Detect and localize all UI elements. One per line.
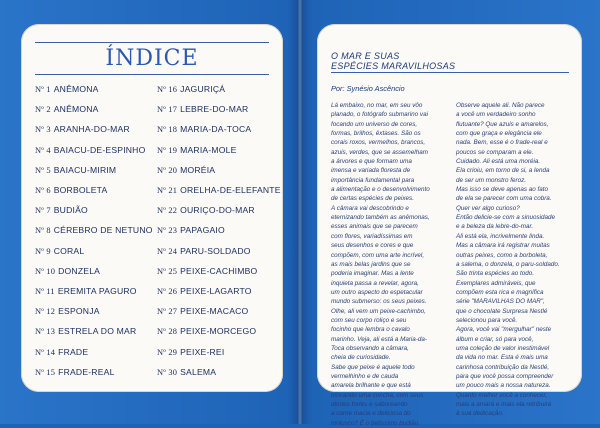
article-line: Ali está ela, incrivelmente linda.: [456, 232, 545, 240]
article-line: focinho que lembra o cavalo: [331, 326, 410, 334]
article-line: Olhe, ali vem um peixe-cachimbo,: [331, 307, 426, 315]
index-entry-number: Nº 7: [35, 206, 51, 216]
index-entry-number: Nº 12: [35, 307, 56, 317]
index-entry: [35, 246, 84, 256]
index-entry: [157, 104, 248, 114]
index-entry: [35, 124, 130, 134]
index-entry: [157, 185, 281, 195]
article-line: a salema, o donzela, o paru-soldado.: [456, 260, 560, 268]
article-line: planado, o fotógrafo submarino vai: [331, 111, 428, 119]
index-entry-number: Nº 22: [157, 206, 178, 216]
article-line: Mas isso se deve apenas ao fato: [456, 186, 549, 194]
article-line: Agora, você vai "mergulhar" neste: [456, 326, 552, 334]
index-entry: [35, 185, 107, 195]
article-line: Exemplares admiráveis, que: [456, 279, 536, 287]
index-entry-name: BUDIÃO: [53, 205, 88, 216]
article-line: Observe aquele ali. Não parece: [456, 102, 545, 109]
index-entry: [157, 367, 216, 377]
article-line: dentes fortes e saboreando: [331, 401, 408, 408]
index-entry-number: Nº 14: [35, 347, 56, 357]
article-line: a alimentação e o desenvolvimento: [331, 186, 430, 194]
index-entry-name: ANÊMONA: [53, 104, 99, 115]
index-entry-number: Nº 10: [35, 266, 56, 276]
index-entry-number: Nº 15: [35, 367, 56, 377]
article-line: compõem esta rica e magnífica: [456, 288, 544, 296]
index-entry-name: CÉREBRO DE NETUNO: [53, 225, 153, 236]
index-entry: [157, 225, 225, 235]
index-entry-number: Nº 17: [157, 105, 178, 115]
article-line: seus desenhos e cores e que: [331, 242, 414, 250]
article-line: a árvores e que formam uma: [331, 158, 412, 166]
index-entry-name: MORÉIA: [180, 164, 216, 175]
article-line: selecionou para você.: [456, 316, 518, 324]
index-page: [21, 24, 283, 392]
article-author: Por: Synésio Ascêncio: [331, 84, 405, 93]
index-entry-number: Nº 2: [35, 105, 51, 115]
article-page: [317, 24, 582, 427]
article-column-1: [331, 101, 448, 428]
index-entry: [35, 266, 100, 276]
index-entry-number: Nº 28: [157, 327, 178, 337]
article-line: imensa e variada floresta de: [331, 167, 411, 175]
article-line: a você um verdadeiro sonho: [456, 111, 536, 119]
index-entry-name: ORELHA-DE-ELEFANTE: [180, 185, 281, 195]
article-line: nada. Bem, esse é o frade-real e: [456, 139, 548, 147]
article-line: Então delicie-se com a sinuosidade: [456, 214, 556, 222]
index-entry-number: Nº 9: [35, 246, 51, 256]
index-entry: [35, 225, 153, 235]
index-entry-name: ANÊMONA: [53, 84, 99, 94]
article-line: Cuidado. Ali está uma moréia.: [456, 158, 541, 166]
index-entry: [157, 84, 225, 94]
index-entry-number: Nº 16: [157, 85, 178, 94]
index-entry: [157, 145, 237, 155]
index-entry-name: OURIÇO-DO-MAR: [180, 205, 255, 216]
article-line: poucos se comparam a ele.: [456, 148, 534, 156]
index-entry-name: EREMITA PAGURO: [57, 286, 137, 296]
index-entry-number: Nº 30: [157, 367, 178, 377]
article-line: focando um universo de cores,: [331, 120, 418, 128]
article-line: a carne macia e deliciosa do: [331, 410, 411, 418]
index-entry-name: BAIACU-MIRIM: [53, 164, 117, 175]
article-line: Quer ver algo curioso?: [456, 204, 520, 212]
index-title-top-rule: [35, 42, 269, 43]
article-line: eternizando também as anêmonas,: [331, 214, 430, 222]
article-line: da vida no mar. Esta é mais uma: [456, 354, 548, 362]
index-title: ÍNDICE: [105, 46, 199, 71]
index-entry-name: PAPAGAIO: [180, 225, 225, 236]
article-line: São trinta espécies ao todo.: [456, 270, 535, 278]
index-entry-name: ARANHA-DO-MAR: [53, 124, 130, 135]
article-line: cheia de curiosidade.: [331, 354, 391, 362]
index-entry-number: Nº 27: [157, 307, 178, 317]
article-title-line-2: ESPÉCIES MARAVILHOSAS: [331, 60, 456, 71]
index-entry-name: SALEMA: [180, 366, 217, 377]
article-line: e a beleza da lebre-do-mar.: [456, 223, 534, 231]
article-line: com seu corpo roliço e seu: [331, 316, 407, 324]
index-entry-name: FRADE-REAL: [58, 366, 115, 377]
index-entry-name: PEIXE-MORCEGO: [180, 326, 257, 337]
article-line: mais a amará e mais ela retribuirá: [456, 401, 552, 408]
article-column-2: [456, 101, 573, 419]
index-entry-name: ESTRELA DO MAR: [58, 326, 137, 337]
index-entry: [157, 205, 255, 215]
index-entry: [35, 347, 88, 357]
article-line: esses animais que se parecem: [331, 223, 418, 231]
article-line: um pouco mais a nossa natureza.: [456, 382, 551, 390]
index-entry-name: PEIXE-MACACO: [180, 306, 249, 317]
index-entry: [157, 165, 215, 175]
index-entry-name: BAIACU-DE-ESPINHO: [53, 144, 146, 155]
article-line: com flores, variadíssimas em: [331, 232, 413, 240]
index-entry: [35, 84, 99, 94]
index-entry-name: PEIXE-REI: [180, 346, 225, 357]
article-line: compõem, com uma arte incrível,: [331, 251, 425, 259]
index-entry-name: CORAL: [53, 245, 85, 256]
index-entry: [157, 326, 256, 336]
article-line: poderia imaginar. Mas a lente: [331, 270, 414, 278]
article-line: trincando uma concha, com seus: [331, 391, 424, 399]
index-entry-number: Nº 5: [35, 165, 51, 175]
index-entry: [35, 104, 99, 114]
article-line: amarela brilhante e que está: [331, 382, 411, 390]
article-line: série "MARAVILHAS DO MAR",: [456, 298, 545, 306]
article-line: formas, brilhos, êxtases. São os: [331, 130, 421, 138]
index-entry-number: Nº 26: [157, 287, 178, 296]
index-entry: [35, 145, 145, 155]
index-entry-number: Nº 11: [35, 287, 55, 296]
index-entry: [157, 286, 252, 296]
article-line: Toca observando a câmara,: [331, 344, 409, 352]
article-line: importância fundamental para: [331, 176, 415, 184]
index-entry: [35, 165, 116, 175]
index-entry-name: FRADE: [58, 346, 89, 357]
index-entry-name: LEBRE-DO-MAR: [180, 104, 249, 115]
index-entry-number: Nº 4: [35, 145, 51, 155]
index-entry: [35, 205, 88, 215]
index-entry-name: MARIA-DA-TOCA: [180, 124, 252, 135]
article-line: uma coleção de valor inestimável: [456, 344, 550, 352]
article-line: um outro aspecto do espetacular: [331, 288, 423, 296]
article-line: de certas espécies de peixes.: [331, 195, 414, 203]
index-entry-name: MARIA-MOLE: [180, 144, 237, 155]
index-entry-name: BORBOLETA: [53, 185, 108, 195]
article-line: para que você possa compreender: [456, 372, 554, 380]
index-entry-number: Nº 23: [157, 226, 178, 236]
article-line: que o chocolate Surpresa Nestlé: [456, 307, 548, 315]
article-line: com que graça e elegância ele: [456, 130, 542, 138]
index-entry: [157, 347, 224, 357]
article-line: molusco? É o belíssimo budião.: [331, 419, 420, 427]
index-entry-number: Nº 6: [35, 186, 51, 195]
article-title: [331, 52, 571, 71]
index-entry: [157, 266, 257, 276]
index-entry: [157, 124, 251, 134]
index-entry-number: Nº 29: [157, 347, 178, 357]
index-entry: [35, 326, 136, 336]
article-line: azuis, verdes, que se assemelham: [331, 148, 428, 156]
article-line: inquieta passa a revelar, agora,: [331, 279, 419, 287]
index-entry-name: PARU-SOLDADO: [180, 245, 251, 256]
index-entry: [35, 306, 100, 316]
index-entry-number: Nº 20: [157, 165, 178, 175]
index-entry-number: Nº 19: [157, 145, 178, 155]
index-entry-number: Nº 1: [35, 85, 51, 94]
index-entry-number: Nº 18: [157, 125, 178, 135]
index-entry: [35, 367, 115, 377]
index-entry-name: JAGURIÇÁ: [180, 84, 226, 94]
index-entry-number: Nº 3: [35, 125, 51, 135]
article-line: corais roxos, vermelhos, brancos,: [331, 139, 426, 147]
index-entry: [35, 286, 137, 296]
article-line: carinhosa contribuição da Nestlé,: [456, 363, 550, 371]
article-line: à sua dedicação.: [456, 410, 504, 418]
article-line: Sabe que peixe é aquele todo: [331, 363, 415, 371]
index-title-bottom-rule: [35, 74, 269, 75]
index-entry-number: Nº 21: [157, 186, 178, 195]
index-entry: [157, 306, 248, 316]
article-line: vermelhinho e de cauda: [331, 372, 399, 380]
article-line: álbum e criar, só para você,: [456, 335, 534, 343]
article-line: A câmara vai descobrindo e: [331, 204, 409, 212]
index-entry-number: Nº 13: [35, 327, 56, 337]
article-line: Quanto melhor você a conhecer,: [456, 391, 548, 399]
index-entry-name: PEIXE-LAGARTO: [180, 286, 252, 296]
index-entry: [157, 246, 251, 256]
article-line: de ela se parecer com uma cobra.: [456, 195, 552, 203]
index-entry-name: PEIXE-CACHIMBO: [180, 265, 258, 276]
index-entry-number: Nº 8: [35, 226, 51, 236]
article-line: marinho. Veja, ali está a Maria-da-: [331, 335, 428, 343]
index-entry-number: Nº 25: [157, 266, 178, 276]
article-line: outras peixes, como a borboleta,: [456, 251, 548, 259]
page-fold: [297, 0, 303, 424]
article-line: Lá embaixo, no mar, em seu vôo: [331, 102, 423, 109]
article-line: mundo submerso: os seus peixes.: [331, 298, 427, 306]
index-entry-number: Nº 24: [157, 246, 178, 256]
index-entry-name: DONZELA: [58, 265, 101, 276]
article-title-rule: [331, 72, 569, 73]
article-line: de ser um monstro feroz.: [456, 176, 526, 184]
article-title-line-1: O MAR E SUAS: [331, 51, 400, 61]
index-entry-name: ESPONJA: [58, 306, 100, 317]
article-line: as mais belas jardins que se: [331, 260, 411, 268]
article-line: Mas a câmara irá registrar muitas: [456, 242, 550, 250]
article-line: Ela crioiu, em torno de si, a lenda: [456, 167, 550, 175]
article-line: flutuante? Que azuis e amarelos,: [456, 120, 549, 128]
